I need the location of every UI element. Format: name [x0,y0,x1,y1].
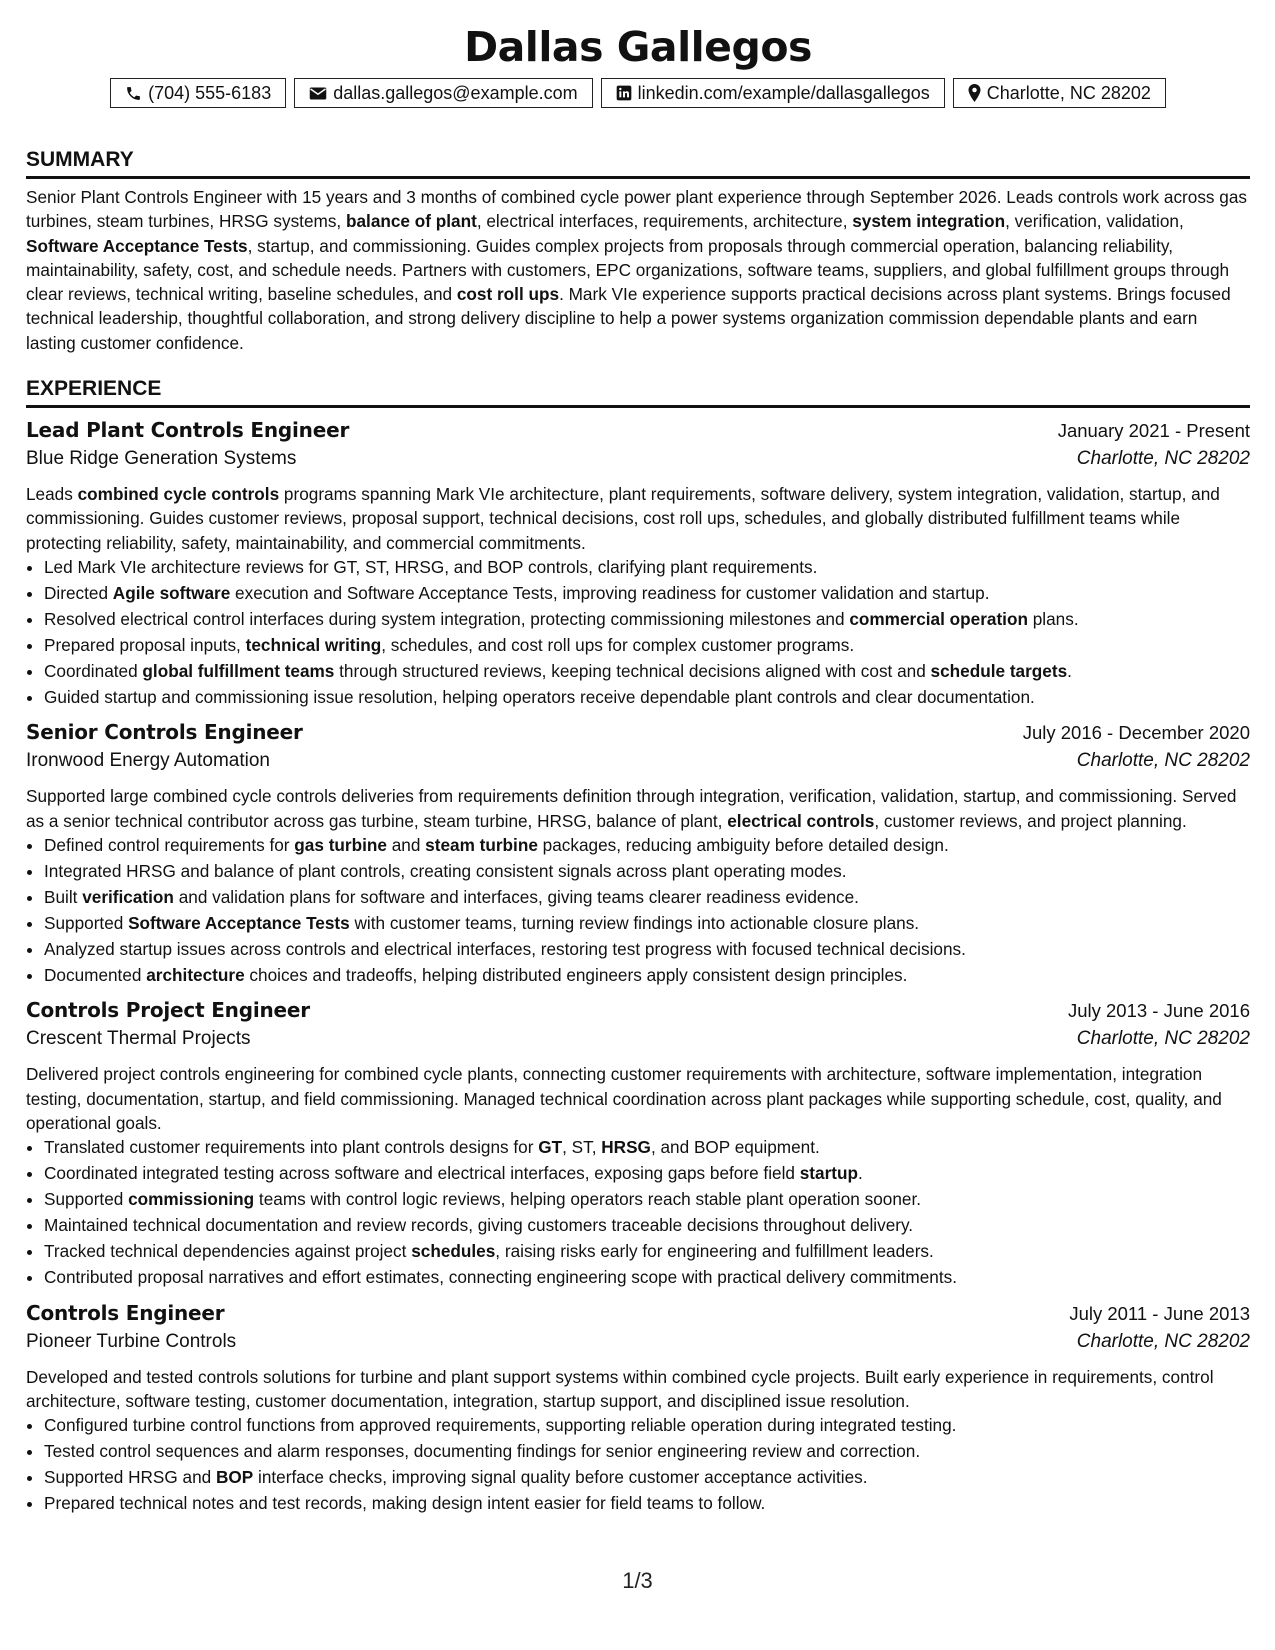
job-header [26,1301,1250,1331]
text-run: Led Mark VIe architecture reviews for GT, ST, HRSG, and BOP controls, clarifying plant requirements. [44,556,818,577]
bullet-item [44,937,1250,963]
map-pin-icon [968,84,981,102]
job-subheader [26,1331,1250,1361]
job-summary [26,482,1250,555]
experience-heading: EXPERIENCE [26,377,162,401]
contact-bar [26,78,1250,108]
text-run: Delivered project controls engineering for combined cycle plants, connecting customer requirements with architecture, software implementation, integration testing, documentation, startup, and field commissioning. Managed technical coordination across plant packages while supporting schedule, cost, quality, and operational goals. [26,1064,1222,1134]
text-run: and [386,835,426,855]
bold-keyword: commissioning [128,1189,255,1210]
job-entry [26,720,1250,988]
text-run: Senior Plant Controls Engineer with 15 years and 3 months of combined cycle power plant experience through September 2026. Leads controls work across gas turbines, steam turbines, HRSG systems, [26,187,1247,232]
text-run: , electrical interfaces, requirements, architecture, [476,211,853,232]
location-text: Charlotte, NC 28202 [986,82,1151,103]
bullet-item [44,633,1250,659]
text-run: interface checks, improving signal quality before customer acceptance activities. [253,1467,868,1488]
job-subheader [26,1028,1250,1058]
contact-email[interactable] [294,78,592,108]
job-bullets [26,1135,1250,1290]
summary-text [26,185,1250,355]
candidate-name: Dallas Gallegos [464,23,812,71]
text-run: programs spanning Mark VIe architecture, plant requirements, software delivery, system integration, validation, startup, and commissioning. Guides customer reviews, proposal support, technical decisions, cost roll ups, schedules, and globally distributed fulfillment teams while protecting reliability, safety, maintainability, and commercial commitments. [26,484,1220,553]
text-run: Supported large combined cycle controls deliveries from requirements definition through integration, verification, validation, startup, and commissioning. Served as a senior technical contributor across gas turbine, steam turbine, HRSG, balance of plant, [26,786,1237,831]
job-summary [26,784,1250,833]
envelope-icon [309,86,327,101]
job-bullets [26,833,1250,988]
job-location: Charlotte, NC 28202 [1076,750,1250,772]
phone-text: (704) 555-6183 [148,82,272,103]
section-divider [26,405,1250,408]
company-name: Pioneer Turbine Controls [26,1330,237,1352]
bold-keyword: commercial operation [849,608,1028,629]
bullet-item [44,833,1250,859]
bullet-item [44,1239,1250,1265]
text-run: plans. [1027,608,1079,629]
job-title: Controls Engineer [26,1300,225,1325]
company-name: Blue Ridge Generation Systems [26,448,297,470]
contact-linkedin[interactable] [601,78,945,108]
text-run: Tracked technical dependencies against project [44,1240,412,1261]
job-entry [26,998,1250,1290]
email-text: dallas.gallegos@example.com [333,82,578,103]
job-location: Charlotte, NC 28202 [1076,1330,1250,1352]
job-dates: July 2013 - June 2016 [1067,1000,1250,1022]
bold-keyword: balance of plant [345,211,477,232]
job-location: Charlotte, NC 28202 [1076,1028,1250,1050]
text-run: , ST, [562,1137,602,1158]
bullet-item [44,659,1250,685]
bullet-item [44,1265,1250,1291]
bullet-item [44,555,1250,581]
bullet-item [44,1213,1250,1239]
job-header [26,418,1250,448]
text-run: Resolved electrical control interfaces during system integration, protecting commissioning milestones and [44,608,850,629]
text-run: Analyzed startup issues across controls and electrical interfaces, restoring test progress with focused technical decisions. [44,938,966,959]
job-dates: July 2011 - June 2013 [1069,1302,1250,1324]
bold-keyword: steam turbine [425,835,538,855]
text-run: through structured reviews, keeping technical decisions aligned with cost and [334,660,931,681]
job-title: Lead Plant Controls Engineer [26,418,350,443]
job-location: Charlotte, NC 28202 [1076,448,1250,470]
bold-keyword: electrical controls [727,810,875,831]
bold-keyword: schedule targets [930,660,1068,681]
text-run: Coordinated integrated testing across software and electrical interfaces, exposing gaps before field [44,1163,800,1184]
bullet-item [44,911,1250,937]
text-run: Configured turbine control functions from approved requirements, supporting reliable operation during integrated testing. [44,1415,957,1436]
bullet-item [44,885,1250,911]
bold-keyword: startup [799,1163,858,1184]
text-run: Developed and tested controls solutions for turbine and plant support systems within combined cycle projects. Built early experience in requirements, control architecture, software testing, customer documentation, integration, startup support, and disciplined issue resolution. [26,1366,1214,1412]
phone-icon [125,85,142,102]
text-run: . [858,1163,863,1184]
text-run: Maintained technical documentation and review records, giving customers traceable decisions throughout delivery. [44,1215,914,1236]
job-bullets [26,1413,1250,1517]
text-run: , verification, validation, [1005,211,1184,232]
text-run: Coordinated [44,660,143,681]
text-run: Directed [44,582,113,603]
contact-phone[interactable] [110,78,286,108]
text-run: Prepared technical notes and test records, making design intent easier for field teams to follow. [44,1493,766,1514]
bullet-item [44,1491,1250,1517]
bullet-item [44,1465,1250,1491]
bold-keyword: architecture [146,964,245,985]
text-run: Supported [44,912,129,933]
text-run: Built [44,886,83,907]
text-run: . [1067,660,1072,681]
text-run: choices and tradeoffs, helping distributed engineers apply consistent design principles. [244,964,908,985]
text-run: Contributed proposal narratives and effort estimates, connecting engineering scope with practical delivery commitments. [44,1266,957,1287]
bold-keyword: global fulfillment teams [142,660,335,681]
bold-keyword: Software Acceptance Tests [128,912,350,933]
job-title: Controls Project Engineer [26,998,310,1023]
text-run: Prepared proposal inputs, [44,634,246,655]
bold-keyword: system integration [852,211,1006,232]
text-run: , startup, and commissioning. Guides complex projects from proposals through commercial operation, balancing reliability, maintainability, safety, cost, and schedule needs. Partners with customers, EPC organizations, software teams, suppliers, and global fulfillment groups through clear reviews, technical writing, baseline schedules, and [26,235,1230,305]
job-summary [26,1365,1250,1414]
bold-keyword: GT [538,1137,563,1158]
job-header [26,720,1250,750]
text-run: and validation plans for software and interfaces, giving teams clearer readiness evidence. [173,886,859,907]
page-number: 1/3 [622,1568,653,1593]
bullet-item [44,859,1250,885]
job-entry [26,1301,1250,1517]
bullet-item [44,1187,1250,1213]
text-run: , raising risks early for engineering and fulfillment leaders. [495,1240,934,1261]
bold-keyword: cost roll ups [456,284,560,305]
job-entry [26,418,1250,710]
bullet-item [44,1161,1250,1187]
bold-keyword: gas turbine [294,835,387,855]
summary-heading: SUMMARY [26,148,134,171]
bullet-item [44,1413,1250,1439]
text-run: execution and Software Acceptance Tests, improving readiness for customer validation and startup. [230,582,990,603]
text-run: Leads [26,484,78,505]
text-run: , and BOP equipment. [650,1137,820,1158]
bullet-item [44,1135,1250,1161]
bold-keyword: HRSG [601,1137,651,1158]
job-bullets [26,555,1250,710]
bold-keyword: Software Acceptance Tests [26,235,248,256]
job-dates: January 2021 - Present [1057,420,1250,442]
job-subheader [26,750,1250,780]
text-run: , schedules, and cost roll ups for complex customer programs. [381,634,855,655]
job-title: Senior Controls Engineer [26,720,303,745]
text-run: Supported HRSG and [44,1467,216,1488]
bold-keyword: verification [82,886,174,907]
text-run: Integrated HRSG and balance of plant controls, creating consistent signals across plant operating modes. [44,860,847,881]
text-run: teams with control logic reviews, helping operators reach stable plant operation sooner. [254,1189,922,1210]
text-run: Guided startup and commissioning issue resolution, helping operators receive dependable plant controls and clear documentation. [44,686,1035,707]
resume-page [26,0,1250,1517]
text-run: . Mark VIe experience supports practical decisions across plant systems. Brings focused technical leadership, thoughtful collaboration, and strong delivery discipline to help a power systems organization commission dependable plants and earn lasting customer confidence. [26,284,1231,353]
bullet-item [44,1439,1250,1465]
bold-keyword: schedules [411,1240,496,1261]
text-run: Translated customer requirements into plant controls designs for [44,1137,539,1158]
bullet-item [44,581,1250,607]
bullet-item [44,685,1250,711]
text-run: packages, reducing ambiguity before detailed design. [537,835,949,855]
text-run: with customer teams, turning review findings into actionable closure plans. [349,912,920,933]
job-header [26,998,1250,1028]
bold-keyword: technical writing [245,634,382,655]
company-name: Ironwood Energy Automation [26,750,270,772]
job-subheader [26,448,1250,478]
job-dates: July 2016 - December 2020 [1022,722,1250,744]
bold-keyword: combined cycle controls [77,484,280,505]
text-run: Supported [44,1189,129,1210]
company-name: Crescent Thermal Projects [26,1028,251,1050]
experience-list [26,418,1250,1517]
section-divider [26,176,1250,179]
job-summary [26,1062,1250,1135]
linkedin-text: linkedin.com/example/dallasgallegos [637,82,930,103]
bullet-item [44,963,1250,989]
linkedin-icon [616,85,632,101]
text-run: Tested control sequences and alarm responses, documenting findings for senior engineering review and correction. [44,1441,921,1462]
bold-keyword: BOP [215,1467,254,1488]
bullet-item [44,607,1250,633]
bold-keyword: Agile software [112,582,231,603]
text-run: Documented [44,964,147,985]
text-run: Defined control requirements for [44,835,295,855]
contact-location [953,78,1166,108]
text-run: , customer reviews, and project planning. [874,810,1187,831]
